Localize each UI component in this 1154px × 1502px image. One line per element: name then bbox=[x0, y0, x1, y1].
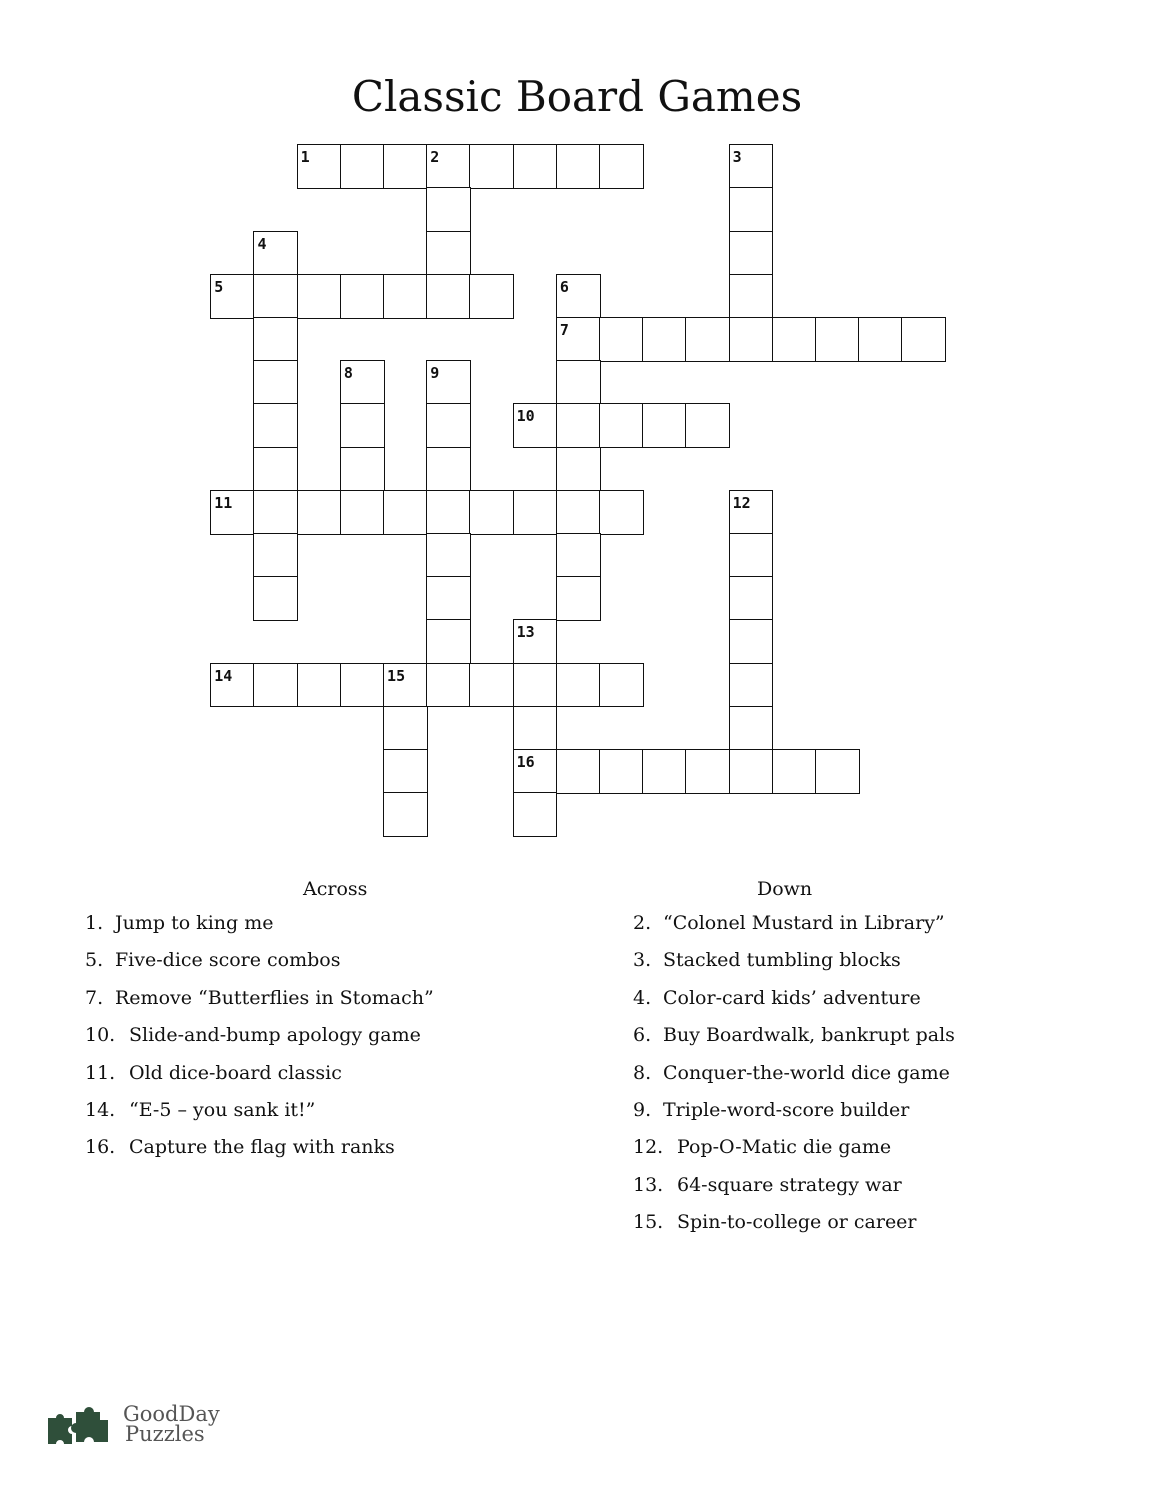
grid-cell[interactable] bbox=[253, 447, 298, 492]
grid-cell[interactable] bbox=[253, 403, 298, 448]
clue-number: 3 bbox=[732, 148, 742, 167]
down-clue bbox=[633, 1092, 1083, 1129]
clue-text: Color-card kids’ adventure bbox=[663, 986, 921, 1009]
grid-cell-2[interactable] bbox=[426, 144, 471, 189]
grid-cell[interactable] bbox=[599, 663, 644, 708]
grid-cell[interactable] bbox=[815, 317, 860, 362]
grid-cell-9[interactable] bbox=[426, 360, 471, 405]
grid-cell-10[interactable] bbox=[513, 403, 558, 448]
clue-number: 8 bbox=[343, 364, 353, 383]
grid-cell[interactable] bbox=[858, 317, 903, 362]
clue-num: 10. bbox=[85, 1024, 116, 1047]
grid-cell-12[interactable] bbox=[729, 490, 774, 535]
grid-cell-7[interactable] bbox=[556, 317, 601, 362]
grid-cell[interactable] bbox=[642, 403, 687, 448]
grid-cell[interactable] bbox=[513, 490, 558, 535]
clue-number: 1 bbox=[300, 148, 310, 167]
down-clues bbox=[633, 878, 1083, 1242]
clue-num: 9. bbox=[633, 1099, 652, 1122]
grid-cell[interactable] bbox=[556, 447, 601, 492]
grid-cell-16[interactable] bbox=[513, 749, 558, 794]
grid-cell[interactable] bbox=[426, 663, 471, 708]
clue-text: 64-square strategy war bbox=[677, 1173, 902, 1196]
across-clue bbox=[85, 1017, 585, 1054]
brand-line-1: GoodDay bbox=[123, 1402, 220, 1426]
grid-cell-15[interactable] bbox=[383, 663, 428, 708]
grid-cell-14[interactable] bbox=[210, 663, 255, 708]
grid-cell[interactable] bbox=[729, 619, 774, 664]
clue-number: 12 bbox=[732, 493, 751, 512]
grid-cell[interactable] bbox=[513, 706, 558, 751]
grid-cell[interactable] bbox=[426, 576, 471, 621]
grid-cell[interactable] bbox=[556, 144, 601, 189]
grid-cell[interactable] bbox=[253, 490, 298, 535]
clue-text: Pop-O-Matic die game bbox=[677, 1136, 892, 1159]
grid-cell[interactable] bbox=[642, 749, 687, 794]
clue-num: 8. bbox=[633, 1061, 652, 1084]
grid-cell[interactable] bbox=[556, 403, 601, 448]
grid-cell[interactable] bbox=[556, 360, 601, 405]
grid-cell[interactable] bbox=[426, 231, 471, 276]
clue-text: Old dice-board classic bbox=[129, 1061, 342, 1084]
down-clue bbox=[633, 1055, 1083, 1092]
clue-number: 7 bbox=[559, 321, 569, 340]
down-heading: Down bbox=[757, 878, 813, 900]
clue-text: Buy Boardwalk, bankrupt pals bbox=[663, 1024, 955, 1047]
grid-cell[interactable] bbox=[599, 317, 644, 362]
crossword-grid bbox=[211, 145, 951, 845]
down-clue bbox=[633, 1017, 1083, 1054]
brand-line-2: Puzzles bbox=[125, 1422, 205, 1446]
across-clue bbox=[85, 980, 585, 1017]
clue-text: Capture the flag with ranks bbox=[129, 1136, 395, 1159]
grid-cell[interactable] bbox=[340, 403, 385, 448]
clue-number: 11 bbox=[214, 493, 233, 512]
down-clue bbox=[633, 942, 1083, 979]
grid-cell[interactable] bbox=[599, 403, 644, 448]
across-clue bbox=[85, 942, 585, 979]
grid-cell[interactable] bbox=[297, 663, 342, 708]
grid-cell[interactable] bbox=[340, 490, 385, 535]
grid-cell[interactable] bbox=[253, 663, 298, 708]
grid-cell[interactable] bbox=[426, 533, 471, 578]
clue-num: 5. bbox=[85, 949, 104, 972]
clue-num: 14. bbox=[85, 1099, 116, 1122]
grid-cell[interactable] bbox=[469, 144, 514, 189]
grid-cell[interactable] bbox=[772, 749, 817, 794]
grid-cell[interactable] bbox=[340, 274, 385, 319]
clue-number: 6 bbox=[559, 277, 569, 296]
grid-cell[interactable] bbox=[469, 663, 514, 708]
grid-cell[interactable] bbox=[815, 749, 860, 794]
grid-cell[interactable] bbox=[253, 274, 298, 319]
across-clue bbox=[85, 1055, 585, 1092]
clue-number: 10 bbox=[516, 407, 535, 426]
clue-number: 9 bbox=[430, 364, 440, 383]
grid-cell[interactable] bbox=[599, 490, 644, 535]
grid-cell[interactable] bbox=[253, 360, 298, 405]
brand-logo bbox=[46, 1404, 246, 1448]
clue-number: 14 bbox=[214, 666, 233, 685]
grid-cell[interactable] bbox=[253, 576, 298, 621]
grid-cell-4[interactable] bbox=[253, 231, 298, 276]
grid-cell[interactable] bbox=[426, 490, 471, 535]
grid-cell[interactable] bbox=[772, 317, 817, 362]
grid-cell[interactable] bbox=[426, 403, 471, 448]
grid-cell[interactable] bbox=[383, 490, 428, 535]
grid-cell[interactable] bbox=[383, 274, 428, 319]
brand-name bbox=[123, 1404, 220, 1444]
grid-cell-3[interactable] bbox=[729, 144, 774, 189]
down-clue-list bbox=[633, 905, 1083, 1242]
clue-num: 16. bbox=[85, 1136, 116, 1159]
clue-text: Spin-to-college or career bbox=[677, 1211, 917, 1234]
clue-text: Stacked tumbling blocks bbox=[663, 949, 901, 972]
clue-number: 4 bbox=[257, 234, 267, 253]
grid-cell[interactable] bbox=[729, 706, 774, 751]
grid-cell[interactable] bbox=[685, 403, 730, 448]
clue-num: 1. bbox=[85, 912, 104, 934]
grid-cell[interactable] bbox=[729, 231, 774, 276]
grid-cell-13[interactable] bbox=[513, 619, 558, 664]
clue-text: Five-dice score combos bbox=[115, 949, 341, 972]
clue-text: Jump to king me bbox=[115, 912, 274, 934]
clue-number: 16 bbox=[516, 753, 535, 772]
down-clue bbox=[633, 1167, 1083, 1204]
grid-cell[interactable] bbox=[340, 144, 385, 189]
grid-cell[interactable] bbox=[599, 144, 644, 189]
grid-cell[interactable] bbox=[556, 749, 601, 794]
clue-num: 15. bbox=[633, 1211, 664, 1234]
grid-cell[interactable] bbox=[685, 317, 730, 362]
grid-cell[interactable] bbox=[426, 187, 471, 232]
grid-cell[interactable] bbox=[556, 576, 601, 621]
grid-cell[interactable] bbox=[729, 576, 774, 621]
grid-cell[interactable] bbox=[729, 533, 774, 578]
clue-num: 3. bbox=[633, 949, 652, 972]
grid-cell[interactable] bbox=[729, 749, 774, 794]
clue-text: Conquer-the-world dice game bbox=[663, 1061, 950, 1084]
clue-num: 12. bbox=[633, 1136, 664, 1159]
grid-cell[interactable] bbox=[383, 792, 428, 837]
grid-cell[interactable] bbox=[729, 187, 774, 232]
grid-cell[interactable] bbox=[297, 274, 342, 319]
grid-cell[interactable] bbox=[685, 749, 730, 794]
across-clues bbox=[85, 878, 585, 1167]
grid-cell[interactable] bbox=[383, 706, 428, 751]
puzzle-pieces-icon bbox=[46, 1406, 118, 1446]
clue-num: 4. bbox=[633, 986, 652, 1009]
clue-number: 15 bbox=[387, 666, 406, 685]
grid-cell[interactable] bbox=[729, 663, 774, 708]
clue-num: 13. bbox=[633, 1173, 664, 1196]
clue-num: 6. bbox=[633, 1024, 652, 1047]
grid-cell[interactable] bbox=[383, 144, 428, 189]
grid-cell[interactable] bbox=[556, 663, 601, 708]
across-clue bbox=[85, 905, 585, 942]
grid-cell[interactable] bbox=[513, 663, 558, 708]
clue-text: “Colonel Mustard in Library” bbox=[663, 912, 945, 934]
across-heading: Across bbox=[303, 878, 368, 900]
grid-cell[interactable] bbox=[297, 490, 342, 535]
grid-cell[interactable] bbox=[729, 317, 774, 362]
grid-cell[interactable] bbox=[253, 533, 298, 578]
grid-cell[interactable] bbox=[599, 749, 644, 794]
grid-cell[interactable] bbox=[729, 274, 774, 319]
down-clue bbox=[633, 980, 1083, 1017]
grid-cell[interactable] bbox=[556, 533, 601, 578]
grid-cell[interactable] bbox=[469, 274, 514, 319]
grid-cell[interactable] bbox=[426, 274, 471, 319]
grid-cell-8[interactable] bbox=[340, 360, 385, 405]
grid-cell[interactable] bbox=[513, 792, 558, 837]
grid-cell[interactable] bbox=[469, 490, 514, 535]
across-clue bbox=[85, 1092, 585, 1129]
grid-cell-1[interactable] bbox=[297, 144, 342, 189]
grid-cell[interactable] bbox=[340, 663, 385, 708]
page-title: Classic Board Games bbox=[351, 72, 803, 122]
grid-cell[interactable] bbox=[253, 317, 298, 362]
grid-cell[interactable] bbox=[383, 749, 428, 794]
clue-number: 5 bbox=[214, 277, 224, 296]
grid-cell-11[interactable] bbox=[210, 490, 255, 535]
clue-text: “E-5 – you sank it!” bbox=[129, 1099, 316, 1122]
grid-cell[interactable] bbox=[642, 317, 687, 362]
grid-cell[interactable] bbox=[901, 317, 946, 362]
down-clue bbox=[633, 905, 1083, 942]
clue-num: 11. bbox=[85, 1061, 116, 1084]
grid-cell[interactable] bbox=[556, 490, 601, 535]
clue-text: Slide-and-bump apology game bbox=[129, 1024, 421, 1047]
clue-text: Remove “Butterflies in Stomach” bbox=[115, 986, 434, 1009]
grid-cell-6[interactable] bbox=[556, 274, 601, 319]
grid-cell-5[interactable] bbox=[210, 274, 255, 319]
across-clue bbox=[85, 1129, 585, 1166]
clue-num: 2. bbox=[633, 912, 652, 934]
clue-num: 7. bbox=[85, 986, 104, 1009]
grid-cell[interactable] bbox=[340, 447, 385, 492]
down-clue bbox=[633, 1204, 1083, 1241]
clue-number: 13 bbox=[516, 623, 535, 642]
down-clue bbox=[633, 1129, 1083, 1166]
clue-number: 2 bbox=[430, 148, 440, 167]
grid-cell[interactable] bbox=[513, 144, 558, 189]
grid-cell[interactable] bbox=[426, 619, 471, 664]
clue-text: Triple-word-score builder bbox=[663, 1099, 910, 1122]
grid-cell[interactable] bbox=[426, 447, 471, 492]
across-clue-list bbox=[85, 905, 585, 1167]
